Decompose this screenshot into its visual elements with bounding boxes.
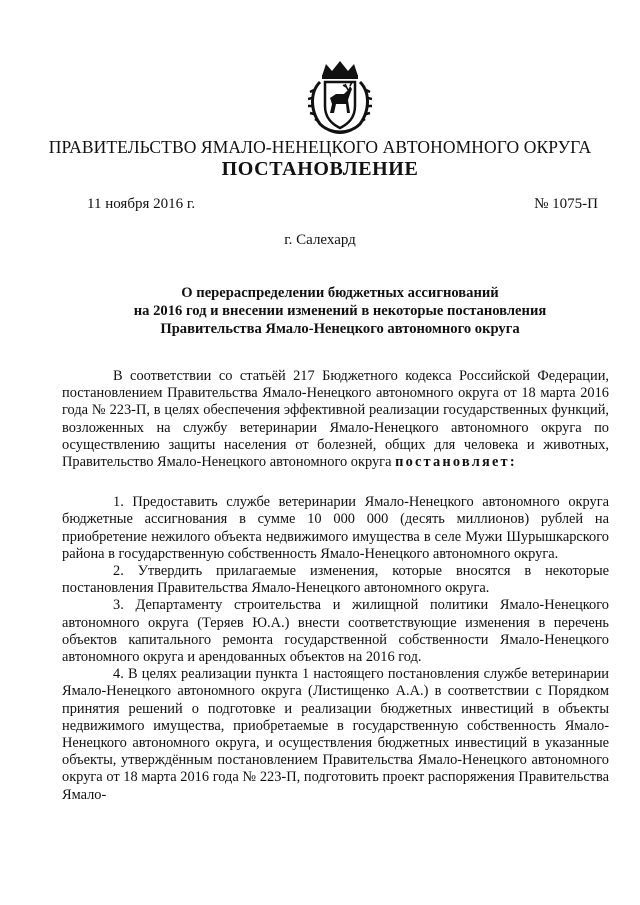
item-text: 4. В целях реализации пункта 1 настоящего постановления службе ветеринарии Ямало-Ненецкого автономного округа (Листищенко А.А.) в соответствии с Порядком принятия решений о подготовке и реализации бюджетных инвестиций в объекты недвижимого имущества, приобретаемые в государственную собственность Ямало-Ненецкого автономного округа, и осуществления бюджетных инвестиций в указанные объекты, утверждённым постановлением Правительства Ямало-Ненецкого автономного округа от 18 марта 2016 года № 223-П, подготовить проект распоряжения Правительства Ямало- <box>62 666 609 803</box>
subject-line-3: Правительства Ямало-Ненецкого автономного округа <box>160 321 520 337</box>
decree-word: постановляет: <box>395 454 517 471</box>
item-paragraph-4 <box>62 666 609 804</box>
government-name: ПРАВИТЕЛЬСТВО ЯМАЛО-НЕНЕЦКОГО АВТОНОМНОГО ОКРУГА <box>48 137 592 157</box>
document-date: 11 ноября 2016 г. <box>87 196 196 212</box>
item-text: 2. Утвердить прилагаемые изменения, которые вносятся в некоторые постановления Правительства Ямало-Ненецкого автономного округа. <box>62 563 609 597</box>
document-subject <box>60 284 620 338</box>
document-city: г. Салехард <box>284 232 356 248</box>
item-text: 3. Департаменту строительства и жилищной политики Ямало-Ненецкого автономного округа (Теряев Ю.А.) внести соответствующие изменения в перечень объектов капитального ремонта государственной собственности Ямало-Ненецкого автономного округа и арендованных объектов на 2016 год. <box>62 597 609 666</box>
preamble-text: В соответствии со статьёй 217 Бюджетного кодекса Российской Федерации, постановлением Правительства Ямало-Ненецкого автономного округа от 18 марта 2016 года № 223-П, в целях обеспечения эффективной реализации государственных функций, возложенных на службу ветеринарии Ямало-Ненецкого автономного округа по осуществлению защиты населения от болезней, общих для человека и животных, Правительство Ямало-Ненецкого автономного округа <box>62 368 609 471</box>
coat-of-arms-emblem <box>308 58 372 134</box>
preamble-paragraph <box>62 368 609 471</box>
item-paragraph-3 <box>62 597 609 666</box>
subject-line-1: О перераспределении бюджетных ассигнований <box>181 285 499 301</box>
subject-line-2: на 2016 год и внесении изменений в некоторые постановления <box>133 303 547 319</box>
document-number: № 1075-П <box>534 196 598 212</box>
item-paragraph-1 <box>62 494 609 563</box>
item-text: 1. Предоставить службе ветеринарии Ямало-Ненецкого автономного округа бюджетные ассигнования в сумме 10 000 000 (десять миллионов) рублей на приобретение нежилого объекта недвижимого имущества в селе Мужи Шурышкарского района в государственную собственность Ямало-Ненецкого автономного округа. <box>62 494 609 562</box>
item-paragraph-2 <box>62 563 609 597</box>
document-body <box>62 368 609 804</box>
document-type: ПОСТАНОВЛЕНИЕ <box>221 158 419 180</box>
